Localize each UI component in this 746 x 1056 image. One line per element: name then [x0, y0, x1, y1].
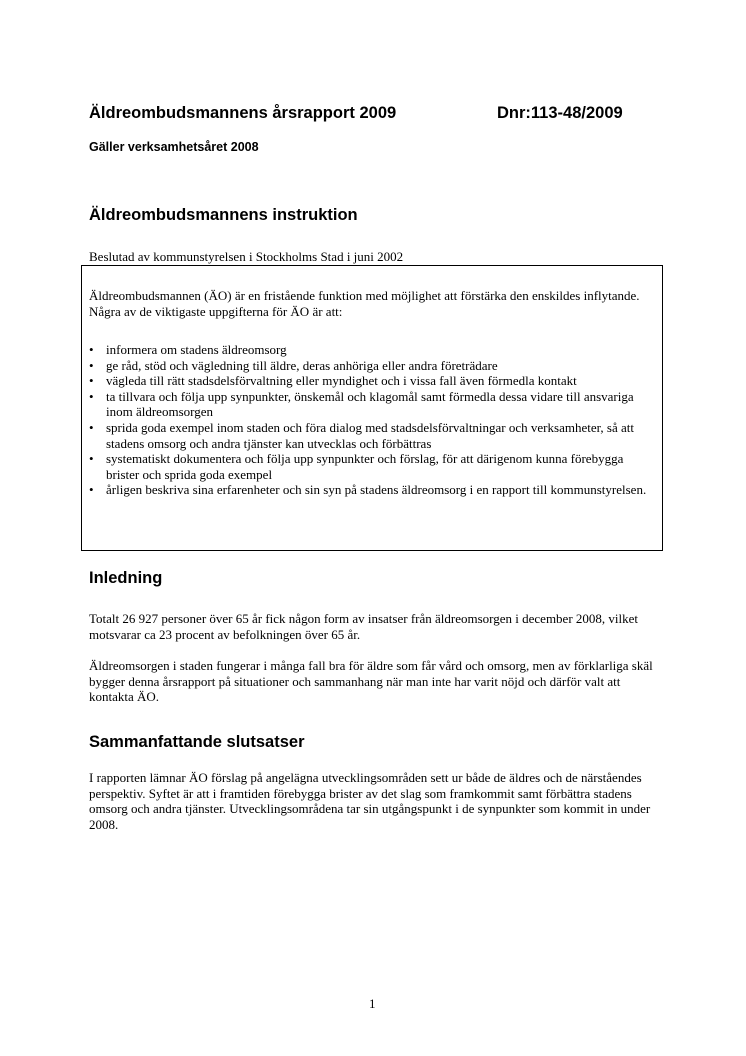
list-item — [89, 482, 659, 498]
bullet-icon: • — [89, 373, 94, 389]
summary-heading: Sammanfattande slutsatser — [89, 733, 305, 751]
list-item — [89, 373, 659, 389]
inledning-heading: Inledning — [89, 569, 163, 587]
instruction-box — [81, 265, 663, 551]
list-item-text: systematiskt dokumentera och följa upp synpunkter och förslag, för att därigenom kunna förebygga brister och sprida goda exempel — [106, 451, 624, 482]
bullet-icon: • — [89, 482, 94, 498]
list-item — [89, 420, 659, 451]
instruction-heading: Äldreombudsmannens instruktion — [89, 206, 358, 224]
list-item-text: sprida goda exempel inom staden och föra dialog med stadsdelsförvaltningar och verksamheter, så att stadens omsorg och andra tjänster kan utvecklas och förbättras — [106, 419, 634, 451]
registration-number: Dnr:113-48/2009 — [497, 104, 623, 122]
inledning-paragraph-2: Äldreomsorgen i staden fungerar i många fall bra för äldre som får vård och omsorg, men av förklarliga skäl bygger denna årsrapport på situationer och sammanhang när man inte har varit nöjd och därför valt att kontakta ÄO. — [89, 658, 653, 705]
report-title: Äldreombudsmannens årsrapport 2009 — [89, 104, 397, 122]
page-number: 1 — [369, 996, 376, 1011]
list-item-text: ta tillvara och följa upp synpunkter, önskemål och klagomål samt förmedla dessa vidare till ansvariga inom äldreomsorgen — [106, 388, 634, 420]
summary-paragraph: I rapporten lämnar ÄO förslag på angelägna utvecklingsområden sett ur både de äldres och de närståendes perspektiv. Syftet är att i framtiden förebygga brister av det slag som framkommit samt förbättra stadens omsorg och andra tjänster. Utvecklingsområdena tar sin utgångspunkt i de synpunkter som kommit in under 2008. — [89, 770, 651, 832]
list-item-text: vägleda till rätt stadsdelsförvaltning eller myndighet och i vissa fall även förmedla kontakt — [106, 373, 577, 389]
task-list — [89, 342, 659, 498]
list-item — [89, 358, 659, 374]
list-item — [89, 389, 659, 420]
list-item-text: årligen beskriva sina erfarenheter och sin syn på stadens äldreomsorg i en rapport till kommunstyrelsen. — [106, 482, 647, 498]
list-item — [89, 451, 659, 482]
bullet-icon: • — [89, 388, 94, 404]
instruction-intro: Äldreombudsmannen (ÄO) är en fristående funktion med möjlighet att förstärka den enskildes inflytande. Några av de viktigaste uppgifterna för ÄO är att: — [89, 288, 640, 319]
list-item-text: informera om stadens äldreomsorg — [106, 342, 287, 357]
decision-note: Beslutad av kommunstyrelsen i Stockholms Stad i juni 2002 — [89, 249, 404, 264]
header-row — [89, 104, 649, 126]
bullet-icon: • — [89, 357, 94, 373]
list-item — [89, 342, 659, 358]
bullet-icon: • — [89, 419, 94, 435]
bullet-icon: • — [89, 342, 94, 357]
inledning-paragraph-1: Totalt 26 927 personer över 65 år fick någon form av insatser från äldreomsorgen i december 2008, vilket motsvarar ca 23 procent av befolkningen över 65 år. — [89, 611, 639, 642]
report-subtitle: Gäller verksamhetsåret 2008 — [89, 140, 259, 154]
bullet-icon: • — [89, 451, 94, 467]
list-item-text: ge råd, stöd och vägledning till äldre, deras anhöriga eller andra företrädare — [106, 357, 498, 373]
